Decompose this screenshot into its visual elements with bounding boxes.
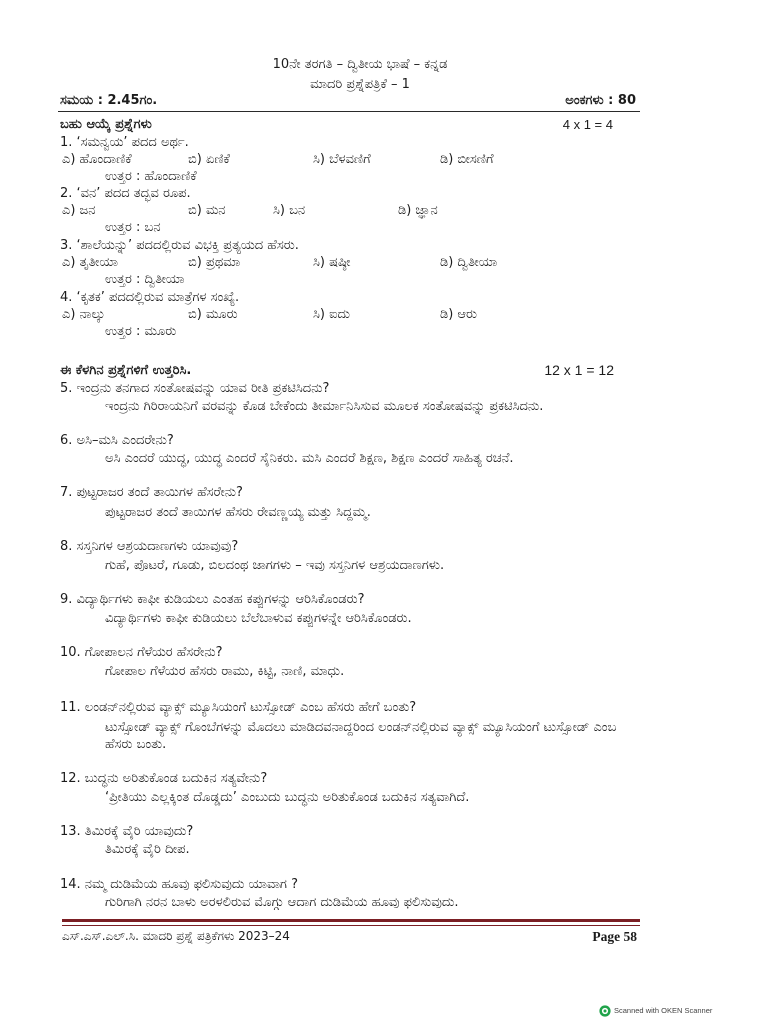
question-text: 8. ಸಸ್ತನಿಗಳ ಆಶ್ರಯದಾಣಗಳು ಯಾವುವು?: [60, 539, 239, 554]
answer-text: ಗುರಿಗಾಗಿ ನರನ ಬಾಳು ಅರಳಲಿರುವ ಮೊಗ್ಗು ಆದಾಗ ದುಡಿಮೆಯ ಹೂವು ಫಲಿಸುವುದು.: [105, 895, 459, 910]
option-a: ಎ) ಹೊಂದಾಣಿಕೆ: [62, 152, 132, 167]
question-text: 13. ತಿಮಿರಕ್ಕೆ ವೈರಿ ಯಾವುದು?: [60, 824, 194, 839]
option-a: ಎ) ಜನ: [62, 203, 96, 218]
time-allowed: ಸಮಯ : 2.45ಗಂ.: [60, 93, 158, 108]
option-b: ಬಿ) ಮೂರು: [188, 307, 238, 322]
question-text: 11. ಲಂಡನ್‌ನಲ್ಲಿರುವ ವ್ಯಾಕ್ಸ್ ಮ್ಯೂಸಿಯಂಗೆ ಟುಸ್ಸೋಡ್ ಎಂಬ ಹೆಸರು ಹೇಗೆ ಬಂತು?: [60, 700, 417, 715]
answer-text: ಉತ್ತರ : ಮೂರು: [105, 324, 177, 339]
question-text: 9. ವಿದ್ಯಾರ್ಥಿಗಳು ಕಾಫೀ ಕುಡಿಯಲು ಎಂತಹ ಕಪ್ಪುಗಳನ್ನು ಆರಿಸಿಕೊಂಡರು?: [60, 592, 365, 607]
question-text: 10. ಗೋಪಾಲನ ಗೆಳೆಯರ ಹೆಸರೇನು?: [60, 645, 223, 660]
option-b: ಬಿ) ಪ್ರಥಮಾ: [188, 255, 241, 270]
option-c: ಸಿ) ಐದು: [313, 307, 351, 322]
answer-text: ಇಂದ್ರನು ಗಿರಿರಾಯನಿಗೆ ವರವನ್ನು ಕೊಡ ಬೇಕೆಂದು ತೀರ್ಮಾನಿಸಿಸುವ ಮೂಲಕ ಸಂತೋಷವನ್ನು ಪ್ರಕಟಿಸಿದನು.: [105, 399, 544, 414]
section-heading: ಬಹು ಆಯ್ಕೆ ಪ್ರಶ್ನೆಗಳು: [60, 117, 152, 132]
answer-text: ಅಸಿ ಎಂದರೆ ಯುದ್ಧ, ಯುದ್ಧ ಎಂದರೆ ಸೈನಿಕರು. ಮಸಿ ಎಂದರೆ ಶಿಕ್ಷಣ, ಶಿಕ್ಷಣ ಎಂದರೆ ಸಾಹಿತ್ಯ ರಚನೆ.: [105, 451, 514, 466]
question-text: 12. ಬುದ್ಧನು ಅರಿತುಕೊಂಡ ಬದುಕಿನ ಸತ್ಯವೇನು?: [60, 771, 268, 786]
question-text: 4. ‘ಕೃತಕ’ ಪದದಲ್ಲಿರುವ ಮಾತ್ರೆಗಳ ಸಂಖ್ಯೆ.: [60, 290, 240, 305]
answer-text: ಉತ್ತರ : ದ್ವಿತೀಯಾ: [105, 272, 185, 287]
answer-text: ಗೋಪಾಲ ಗೆಳೆಯರ ಹೆಸರು ರಾಮು, ಕಿಟ್ಟಿ, ನಾಣಿ, ಮಾಧು.: [105, 664, 345, 679]
option-c: ಸಿ) ಬನ: [273, 203, 306, 218]
page-number: Page 58: [592, 929, 637, 944]
answer-text: ಪುಟ್ಟರಾಜರ ತಂದೆ ತಾಯಿಗಳ ಹೆಸರು ರೇವಣ್ಣಯ್ಯ ಮತ್ತು ಸಿದ್ದಮ್ಮ.: [105, 505, 371, 520]
answer-text: ಟುಸ್ಸೋಡ್ ವ್ಯಾಕ್ಸ್ ಗೊಂಬೆಗಳನ್ನು ಮೊದಲು ಮಾಡಿದವನಾದ್ದರಿಂದ ಲಂಡನ್‌ನಲ್ಲಿರುವ ವ್ಯಾಕ್ಸ್ ಮ್ಯೂಸಿಯಂಗೆ ಟುಸ್ಸೋಡ್ ಎಂಬ ಹೆಸರು ಬಂತು.: [105, 720, 617, 752]
answer-text: ಉತ್ತರ : ಹೊಂದಾಣಿಕೆ: [105, 169, 197, 184]
option-d: ಡಿ) ದ್ವಿತೀಯಾ: [440, 255, 498, 270]
section-heading: ಈ ಕೆಳಗಿನ ಪ್ರಶ್ನೆಗಳಿಗೆ ಉತ್ತರಿಸಿ.: [60, 363, 192, 378]
oken-scanner-logo-icon: [599, 1005, 611, 1017]
section-score: 4 x 1 = 4: [562, 117, 613, 132]
option-c: ಸಿ) ಷಷ್ಠೀ: [313, 255, 351, 270]
paper-title: 10ನೇ ತರಗತಿ – ದ್ವಿತೀಯ ಭಾಷೆ – ಕನ್ನಡ: [272, 57, 448, 72]
question-text: 5. ಇಂದ್ರನು ತನಗಾದ ಸಂತೋಷವನ್ನು ಯಾವ ರೀತಿ ಪ್ರಕಟಿಸಿದನು?: [60, 381, 330, 396]
option-d: ಡಿ) ಬೀಸಣಿಗೆ: [440, 152, 494, 167]
answer-text: ಗುಹೆ, ಪೊಟರೆ, ಗೂಡು, ಬಿಲದಂಥ ಜಾಗಗಳು – ಇವು ಸಸ್ತನಿಗಳ ಆಶ್ರಯದಾಣಗಳು.: [105, 558, 445, 573]
option-b: ಬಿ) ಏಣಿಕೆ: [188, 152, 230, 167]
answer-text: ‘ಪ್ರೀತಿಯು ಎಲ್ಲಕ್ಕಿಂತ ದೊಡ್ಡದು’ ಎಂಬುದು ಬುದ್ಧನು ಅರಿತುಕೊಂಡ ಬದುಕಿನ ಸತ್ಯವಾಗಿದೆ.: [105, 790, 470, 805]
answer-text: ಉತ್ತರ : ಬನ: [105, 220, 161, 235]
footer-rule: [62, 919, 640, 922]
question-text: 3. ‘ಶಾಲೆಯನ್ನು’ ಪದದಲ್ಲಿರುವ ವಿಭಕ್ತಿ ಪ್ರತ್ಯಯದ ಹೆಸರು.: [60, 238, 299, 253]
question-text: 14. ನಮ್ಮ ದುಡಿಮೆಯ ಹೂವು ಫಲಿಸುವುದು ಯಾವಾಗ ?: [60, 877, 298, 892]
option-a: ಎ) ನಾಲ್ಕು: [62, 307, 106, 322]
answer-text: ವಿದ್ಯಾರ್ಥಿಗಳು ಕಾಫೀ ಕುಡಿಯಲು ಬೆಲೆಬಾಳುವ ಕಪ್ಪುಗಳನ್ನೇ ಆರಿಸಿಕೊಂಡರು.: [105, 611, 412, 626]
question-text: 6. ಅಸಿ–ಮಸಿ ಎಂದರೇನು?: [60, 433, 174, 448]
total-marks: ಅಂಕಗಳು : 80: [565, 93, 636, 108]
scanner-watermark-text: Scanned with OKEN Scanner: [614, 1006, 713, 1015]
question-text: 2. ‘ವನ’ ಪದದ ತದ್ಭವ ರೂಪ.: [60, 186, 191, 201]
footer-book-title: ಎಸ್.ಎಸ್.ಎಲ್.ಸಿ. ಮಾದರಿ ಪ್ರಶ್ನೆ ಪತ್ರಿಕೆಗಳು 2023–24: [62, 929, 290, 943]
question-text: 1. ‘ಸಮನ್ವಯ’ ಪದದ ಅರ್ಥ.: [60, 135, 189, 150]
option-d: ಡಿ) ಆರು: [440, 307, 477, 322]
option-d: ಡಿ) ಜ್ಞಾನ: [398, 203, 438, 218]
paper-subtitle: ಮಾದರಿ ಪ್ರಶ್ನೆಪತ್ರಿಕೆ – 1: [310, 77, 410, 92]
answer-text: ತಿಮಿರಕ್ಕೆ ವೈರಿ ದೀಪ.: [105, 842, 190, 857]
option-b: ಬಿ) ಮನ: [188, 203, 226, 218]
question-text: 7. ಪುಟ್ಟರಾಜರ ತಂದೆ ತಾಯಿಗಳ ಹೆಸರೇನು?: [60, 485, 243, 500]
option-a: ಎ) ತೃತೀಯಾ: [62, 255, 118, 270]
section-score: 12 x 1 = 12: [544, 362, 614, 378]
header-divider: [58, 111, 640, 112]
footer-rule-thin: [62, 925, 640, 926]
option-c: ಸಿ) ಬೆಳವಣಿಗೆ: [313, 152, 371, 167]
